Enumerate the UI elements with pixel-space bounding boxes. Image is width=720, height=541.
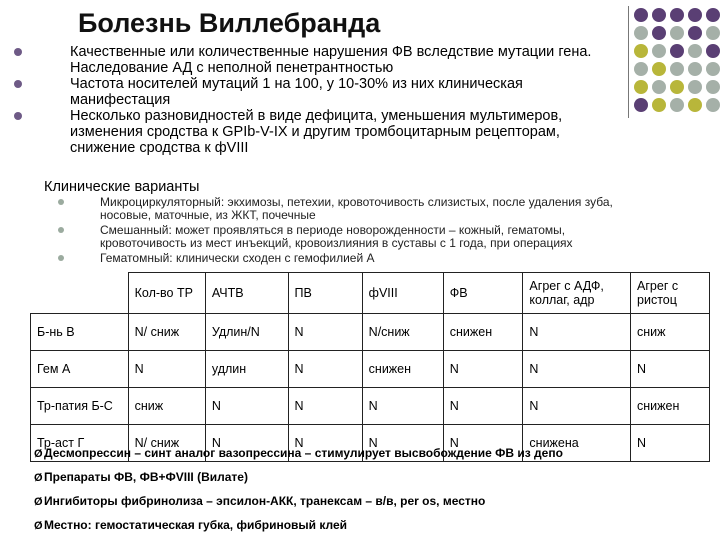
bullet-icon xyxy=(58,227,64,233)
table-header-cell: Кол-во ТР xyxy=(128,273,205,314)
table-row xyxy=(31,314,710,351)
decorative-dot xyxy=(652,26,666,40)
bullet-text-line: изменения сродства к GPIb-V-IX и другим тромбоцитарным рецепторам, xyxy=(70,124,560,140)
decorative-dot xyxy=(652,8,666,22)
variant-text-line: Микроциркуляторный: экхимозы, петехии, кровоточивость слизистых, после удаления зуба, xyxy=(100,195,613,209)
table-cell: N/ сниж xyxy=(128,314,205,351)
decorative-dot xyxy=(688,8,702,22)
bullet-icon xyxy=(14,80,22,88)
arrow-bullet-icon: Ø xyxy=(34,448,43,460)
table-cell: сниж xyxy=(128,388,205,425)
arrow-bullet-icon: Ø xyxy=(34,472,43,484)
table-cell: сниж xyxy=(631,314,710,351)
variant-text-line: Гематомный: клинически сходен с гемофилией А xyxy=(100,251,375,265)
clinical-variant-item xyxy=(58,224,708,250)
note-text: Десмопрессин – синт аналог вазопрессина – стимулирует высвобождение ФВ из депо xyxy=(44,446,563,460)
bullet-icon xyxy=(58,199,64,205)
main-bullet-item xyxy=(14,76,704,108)
table-corner-cell xyxy=(31,273,129,314)
bullet-text-line: снижение сродства к фVIII xyxy=(70,140,249,156)
table-cell: N xyxy=(288,314,362,351)
table-header-cell: ФВ xyxy=(443,273,523,314)
decorative-dot xyxy=(706,26,720,40)
table-header-row xyxy=(31,273,710,314)
bullet-text-line: Качественные или количественные нарушения ФВ вследствие мутации гена. xyxy=(70,44,592,60)
main-bullet-item xyxy=(14,44,704,76)
table-header-cell: Агрег с ристоц xyxy=(631,273,710,314)
decorative-dot xyxy=(634,26,648,40)
table-header-cell: Агрег с АДФ, коллаг, адр xyxy=(523,273,631,314)
clinical-variant-item xyxy=(58,252,708,265)
bullet-icon xyxy=(58,255,64,261)
note-text: Местно: гемостатическая губка, фибриновый клей xyxy=(44,518,348,532)
treatment-note xyxy=(34,517,714,541)
table-cell: N xyxy=(362,425,443,462)
decorative-dot xyxy=(706,8,720,22)
table-row xyxy=(31,388,710,425)
bullet-text-line: манифестация xyxy=(70,92,171,108)
arrow-bullet-icon: Ø xyxy=(34,520,43,532)
table-cell: N xyxy=(362,388,443,425)
decorative-dot xyxy=(706,98,720,112)
table-cell: N xyxy=(205,425,288,462)
treatment-note xyxy=(34,493,714,517)
table-cell: N xyxy=(523,388,631,425)
clinical-variant-item xyxy=(58,196,708,222)
table-cell: N xyxy=(443,425,523,462)
table-cell: N xyxy=(288,351,362,388)
row-label-cell: Б-нь В xyxy=(31,314,129,351)
table-row xyxy=(31,351,710,388)
table-cell: удлин xyxy=(205,351,288,388)
table-cell: Удлин/N xyxy=(205,314,288,351)
main-bullet-list xyxy=(14,44,704,156)
table-cell: снижен xyxy=(443,314,523,351)
table-cell: N xyxy=(523,314,631,351)
table-cell: N xyxy=(443,388,523,425)
decorative-dot xyxy=(706,80,720,94)
table-cell: N/ сниж xyxy=(128,425,205,462)
treatment-note xyxy=(34,469,714,493)
decorative-dot xyxy=(706,44,720,58)
table-cell: снижена xyxy=(523,425,631,462)
row-label-cell: Тр-патия Б-С xyxy=(31,388,129,425)
table-cell: снижен xyxy=(362,351,443,388)
variant-text-line: кровоточивость из мест инъекций, кровоизлияния в суставы с 1 года, при операциях xyxy=(100,236,573,250)
table-cell: N xyxy=(128,351,205,388)
table-header-cell: ПВ xyxy=(288,273,362,314)
table-header-cell: АЧТВ xyxy=(205,273,288,314)
decorative-dot xyxy=(706,62,720,76)
clinical-variants-list xyxy=(58,196,708,267)
row-label-cell: Тр-аст Г xyxy=(31,425,129,462)
bullet-icon xyxy=(14,112,22,120)
decorative-dot xyxy=(688,26,702,40)
table-cell: N xyxy=(443,351,523,388)
bullet-text-line: Несколько разновидностей в виде дефицита, уменьшения мультимеров, xyxy=(70,108,563,124)
row-label-cell: Гем А xyxy=(31,351,129,388)
decorative-dot xyxy=(670,26,684,40)
table-cell: N xyxy=(523,351,631,388)
table-cell: N/сниж xyxy=(362,314,443,351)
table-cell: N xyxy=(631,351,710,388)
decorative-dot xyxy=(670,8,684,22)
treatment-note xyxy=(34,445,714,469)
variant-text-line: Смешанный: может проявляться в периоде новорожденности – кожный, гематомы, xyxy=(100,223,566,237)
treatment-notes xyxy=(34,445,714,541)
bullet-text-line: Частота носителей мутаций 1 на 100, у 10-30% из них клиническая xyxy=(70,76,523,92)
decorative-dot xyxy=(634,8,648,22)
table-cell: снижен xyxy=(631,388,710,425)
table-cell: N xyxy=(205,388,288,425)
main-bullet-item xyxy=(14,108,704,156)
variant-text-line: носовые, маточные, из ЖКТ, почечные xyxy=(100,208,316,222)
comparison-table xyxy=(30,272,710,462)
page-title: Болезнь Виллебранда xyxy=(78,8,381,38)
table-cell: N xyxy=(288,425,362,462)
clinical-variants-label: Клинические варианты xyxy=(44,179,200,195)
table-header-cell: фVIII xyxy=(362,273,443,314)
arrow-bullet-icon: Ø xyxy=(34,496,43,508)
bullet-icon xyxy=(14,48,22,56)
table-cell: N xyxy=(631,425,710,462)
note-text: Ингибиторы фибринолиза – эпсилон-АКК, транексам – в/в, per os, местно xyxy=(44,494,486,508)
table-cell: N xyxy=(288,388,362,425)
bullet-text-line: Наследование АД с неполной пенетрантностью xyxy=(70,60,394,76)
note-text: Препараты ФВ, ФВ+ФVIII (Вилате) xyxy=(44,470,248,484)
